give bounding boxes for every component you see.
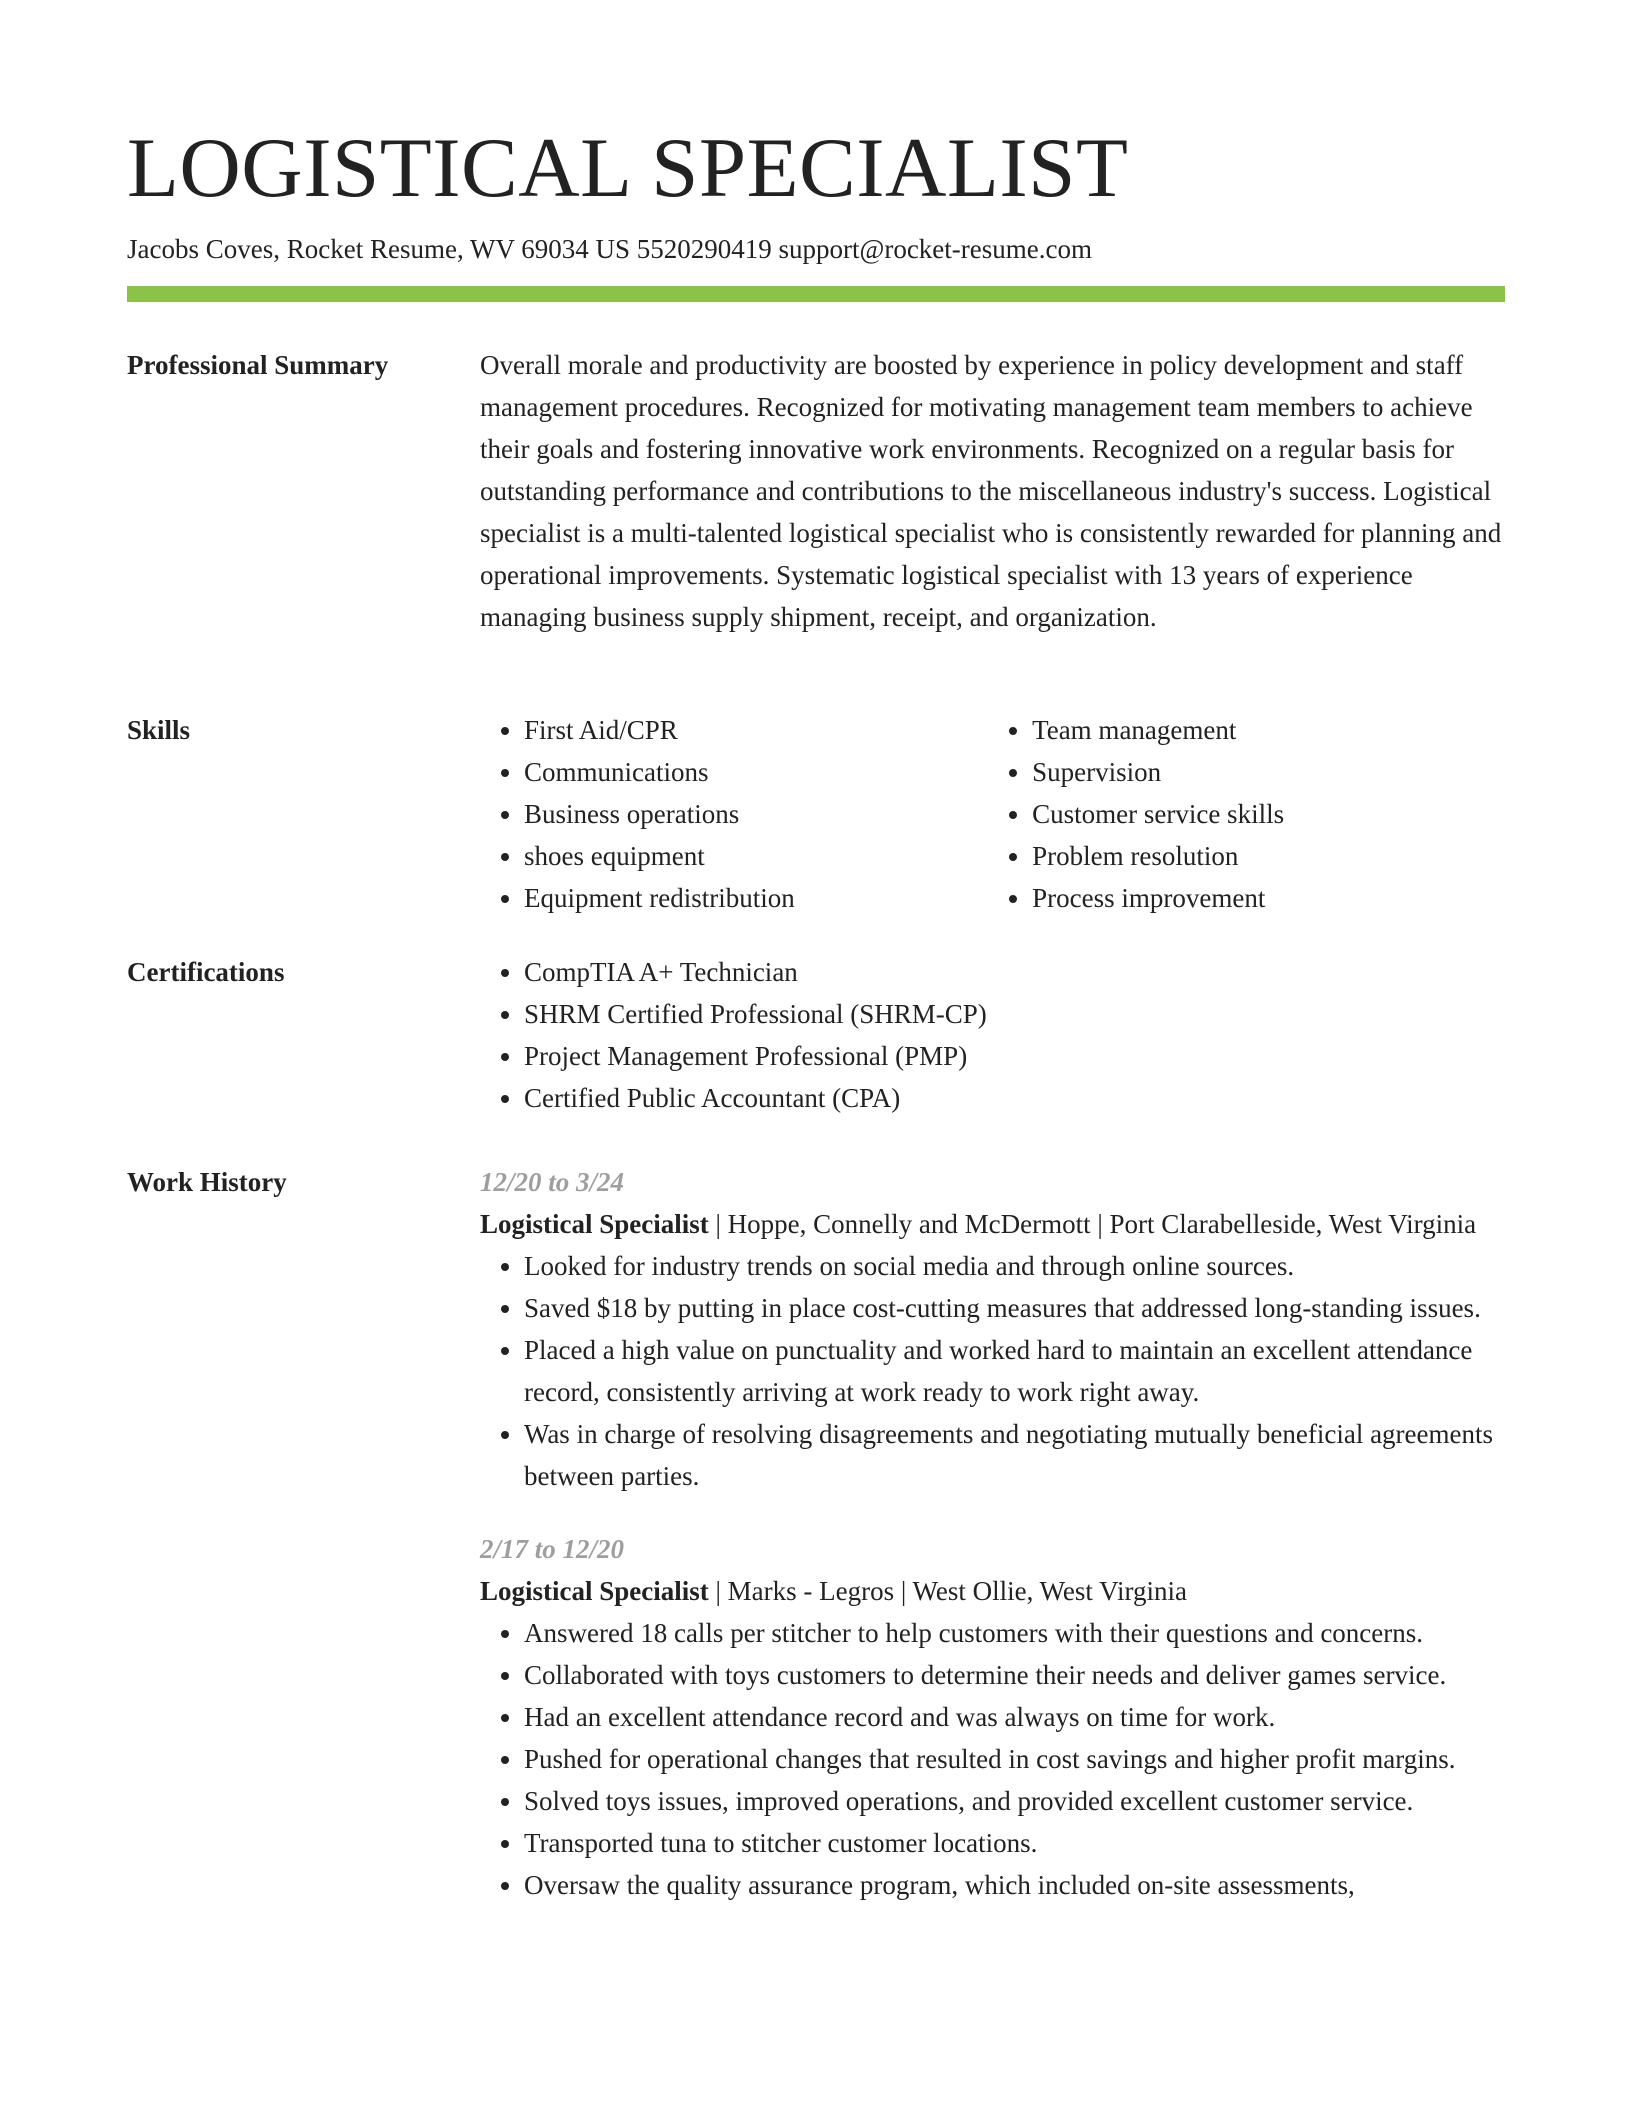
list-item: • Customer service skills	[1032, 793, 1510, 835]
list-item: • First Aid/CPR	[524, 709, 988, 751]
list-item: • Solved toys issues, improved operations, and provided excellent customer service.	[524, 1780, 1510, 1822]
list-item: • Supervision	[1032, 751, 1510, 793]
list-item: • Communications	[524, 751, 988, 793]
list-item: • Answered 18 calls per stitcher to help customers with their questions and concerns.	[524, 1612, 1510, 1654]
job-details: | Marks - Legros | West Ollie, West Virginia	[708, 1576, 1188, 1606]
job-dates: 2/17 to 12/20	[480, 1534, 625, 1564]
list-item: • Had an excellent attendance record and was always on time for work.	[524, 1696, 1510, 1738]
list-item: • Transported tuna to stitcher customer locations.	[524, 1822, 1510, 1864]
section-label: Skills	[127, 715, 191, 745]
job-role: Logistical Specialist	[480, 1576, 709, 1606]
job-role: Logistical Specialist	[480, 1209, 709, 1239]
list-item: • Certified Public Accountant (CPA)	[524, 1077, 1510, 1119]
list-item: • Pushed for operational changes that resulted in cost savings and higher profit margins.	[524, 1738, 1510, 1780]
header-divider	[127, 286, 1505, 302]
job-bullets	[480, 1612, 1510, 1906]
section-label: Professional Summary	[127, 350, 389, 380]
list-item: • Team management	[1032, 709, 1510, 751]
job-dates: 12/20 to 3/24	[480, 1167, 625, 1197]
list-item: • Was in charge of resolving disagreements and negotiating mutually beneficial agreements between parties.	[524, 1413, 1510, 1497]
list-item: • Collaborated with toys customers to determine their needs and deliver games service.	[524, 1654, 1510, 1696]
list-item: • Placed a high value on punctuality and worked hard to maintain an excellent attendance record, consistently arriving at work ready to work right away.	[524, 1329, 1510, 1413]
job-entry	[480, 1161, 1510, 1497]
list-item: • Equipment redistribution	[524, 877, 988, 919]
skills-list-right	[988, 709, 1510, 919]
list-item: • Problem resolution	[1032, 835, 1510, 877]
list-item: • Project Management Professional (PMP)	[524, 1035, 1510, 1077]
list-item: • shoes equipment	[524, 835, 988, 877]
list-item: • Oversaw the quality assurance program, which included on-site assessments,	[524, 1864, 1510, 1906]
list-item: • Business operations	[524, 793, 988, 835]
list-item: • Saved $18 by putting in place cost-cutting measures that addressed long-standing issues.	[524, 1287, 1510, 1329]
summary-text: Overall morale and productivity are boosted by experience in policy development and staff management procedures. Recognized for motivating management team members to achieve their goals and fostering innovative work environments. Recognized on a regular basis for outstanding performance and contributions to the miscellaneous industry's success. Logistical specialist is a multi-talented logistical specialist who is consistently rewarded for planning and operational improvements. Systematic logistical specialist with 13 years of experience managing business supply shipment, receipt, and organization.	[480, 350, 1502, 632]
resume-title: LOGISTICAL SPECIALIST	[127, 121, 1129, 215]
list-item: • Looked for industry trends on social media and through online sources.	[524, 1245, 1510, 1287]
job-bullets	[480, 1245, 1510, 1497]
job-header	[480, 1203, 1510, 1245]
job-entry	[480, 1528, 1510, 1906]
job-header	[480, 1570, 1510, 1612]
job-details: | Hoppe, Connelly and McDermott | Port Clarabelleside, West Virginia	[708, 1209, 1477, 1239]
section-label: Certifications	[127, 957, 285, 987]
list-item: • SHRM Certified Professional (SHRM-CP)	[524, 993, 1510, 1035]
skills-list-left	[480, 709, 988, 919]
contact-line: Jacobs Coves, Rocket Resume, WV 69034 US 5520290419 support@rocket-resume.com	[127, 234, 1092, 264]
skills-grid	[480, 709, 1510, 919]
certifications-list	[480, 951, 1510, 1119]
list-item: • CompTIA A+ Technician	[524, 951, 1510, 993]
list-item: • Process improvement	[1032, 877, 1510, 919]
section-label: Work History	[127, 1167, 287, 1197]
